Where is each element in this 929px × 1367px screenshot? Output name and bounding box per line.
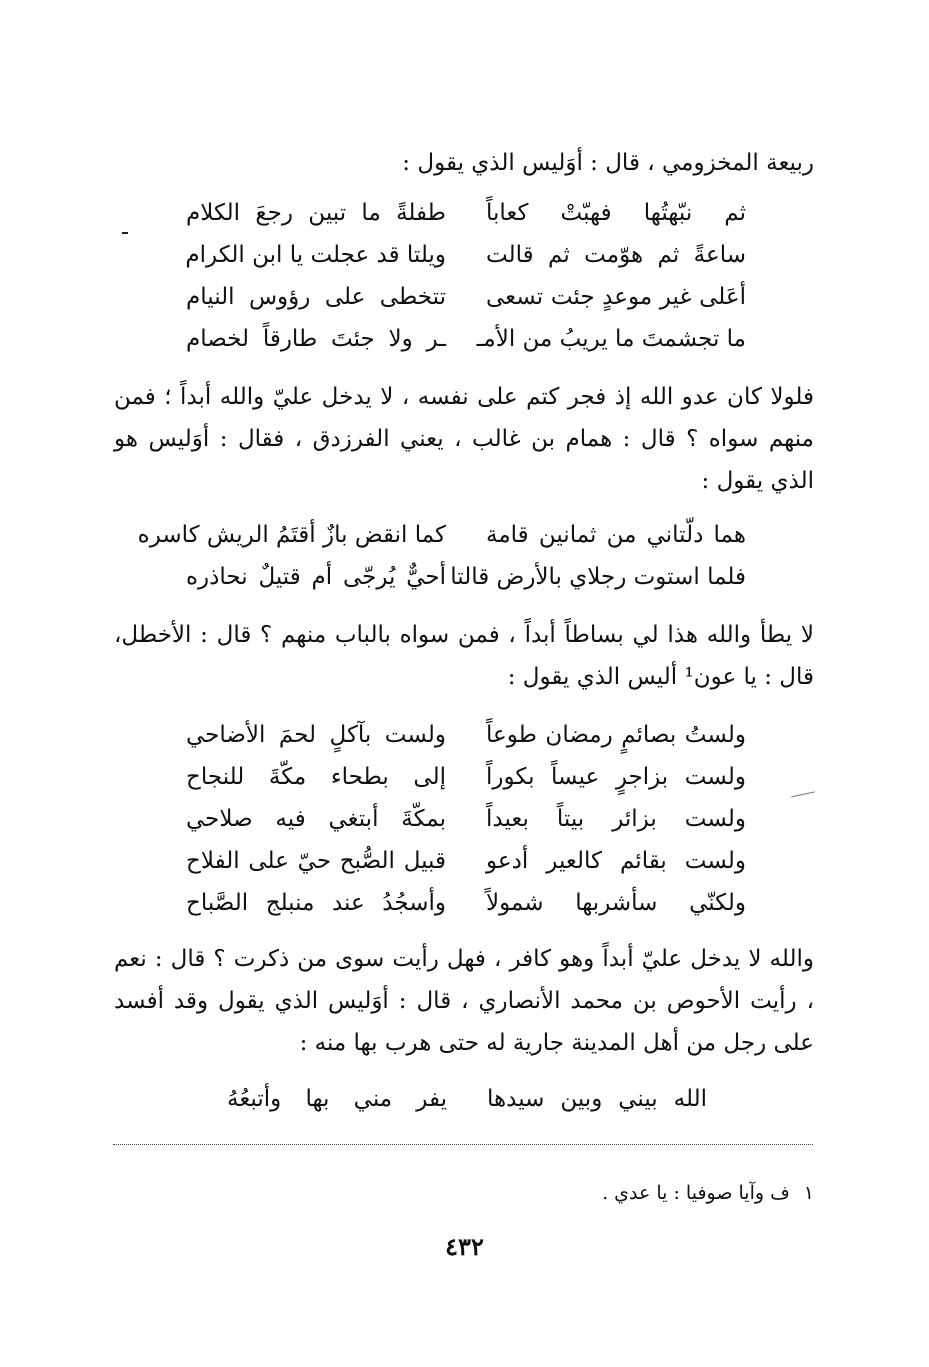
first-hemistich: ساعةً ثم هوّمت ثم قالت (486, 242, 746, 268)
paragraph-2 (114, 376, 814, 502)
stray-ink-mark (122, 232, 128, 234)
first-hemistich: ولست بزائر بيتاً بعيداً (486, 806, 746, 832)
second-hemistich: وأسجُدُ عند منبلج الصَّباح (186, 890, 446, 916)
first-hemistich: الله بيني وبين سيدها (487, 1086, 707, 1112)
first-hemistich: فلما استوت رجلاي بالأرض قالتا (450, 564, 746, 590)
verse (186, 840, 746, 882)
paragraph-text: فلولا كان عدو الله إذ فجر كتم على نفسه ، لا يدخل عليّ والله أبداً ؛ فمن منهم سواه ؟ قال : همام بن غالب ، يعني الفرزدق ، فقال : أوَليس هو الذي يقول : (114, 384, 814, 494)
paragraph-4 (114, 938, 814, 1064)
first-hemistich: ولستُ بصائمٍ رمضان طوعاً (486, 722, 746, 748)
first-hemistich: هما دلّتاني من ثمانين قامة (486, 522, 746, 548)
verse (186, 318, 746, 360)
margin-pencil-mark (789, 782, 815, 798)
footnote-separator (113, 1144, 813, 1145)
verse (186, 234, 746, 276)
first-hemistich: ولست بقائم كالعير أدعو (486, 848, 746, 874)
first-hemistich: ولكنّي سأشربها شمولاً (486, 890, 746, 916)
poem-4 (227, 1078, 707, 1120)
second-hemistich: أحيٌّ يُرجّى أم قتيلٌ نحاذره (186, 564, 446, 590)
footnote-text: ف وآيا صوفيا : يا عدي . (602, 1182, 790, 1204)
first-hemistich: ثم نبّهتُها فهبّتْ كعاباً (486, 200, 746, 226)
paragraph-text: لا يطأ والله هذا لي بساطاً أبداً ، فمن سواه بالباب منهم ؟ قال : الأخطل، قال : يا عون¹ أليس الذي يقول : (114, 622, 814, 690)
page-number: ٤٣٢ (445, 1232, 484, 1261)
paragraph-3 (114, 614, 814, 698)
verse (227, 1078, 707, 1120)
verse (186, 714, 746, 756)
second-hemistich: إلى بطحاء مكّةَ للنجاح (186, 764, 446, 790)
poem-3 (186, 714, 746, 924)
verse (137, 514, 746, 556)
footnote (114, 1178, 814, 1208)
paragraph-text: ربيعة المخزومي ، قال : أوَليس الذي يقول : (402, 150, 814, 176)
first-hemistich: ما تجشمتَ ما يريبُ من الأمـ (476, 326, 746, 352)
paragraph-text: والله لا يدخل عليّ أبداً وهو كافر ، فهل رأيت سوى من ذكرت ؟ قال : نعم ، رأيت الأحوص بن محمد الأنصاري ، قال : أوَليس الذي يقول وقد أفسد على رجل من أهل المدينة جارية له حتى هرب بها منه : (114, 946, 814, 1056)
second-hemistich: قبيل الصُّبح حيّ على الفلاح (186, 848, 446, 874)
first-hemistich: أعَلى غير موعدٍ جئت تسعى (486, 284, 746, 310)
second-hemistich: طفلةً ما تبين رجعَ الكلام (186, 200, 446, 226)
second-hemistich: بمكّةَ أبتغي فيه صلاحي (186, 806, 446, 832)
verse (186, 192, 746, 234)
second-hemistich: تتخطى على رؤوس النيام (186, 284, 446, 310)
verse (186, 756, 746, 798)
second-hemistich: ـر ولا جئتَ طارقاً لخصام (186, 326, 446, 352)
second-hemistich: يفر مني بها وأتبعُهُ (227, 1086, 447, 1112)
second-hemistich: ولست بآكلٍ لحمَ الأضاحي (186, 722, 446, 748)
verse (186, 798, 746, 840)
verse (186, 276, 746, 318)
poem-2 (137, 514, 746, 598)
second-hemistich: ويلتا قد عجلت يا ابن الكرام (185, 242, 446, 268)
footnote-number: ١ (803, 1182, 814, 1204)
first-hemistich: ولست بزاجرٍ عيساً بكوراً (486, 764, 746, 790)
poem-1 (186, 192, 746, 360)
second-hemistich: كما انقض بازٌ أقتَمُ الريش كاسره (137, 522, 446, 548)
verse (186, 882, 746, 924)
verse (186, 556, 746, 598)
paragraph-1 (114, 142, 814, 184)
